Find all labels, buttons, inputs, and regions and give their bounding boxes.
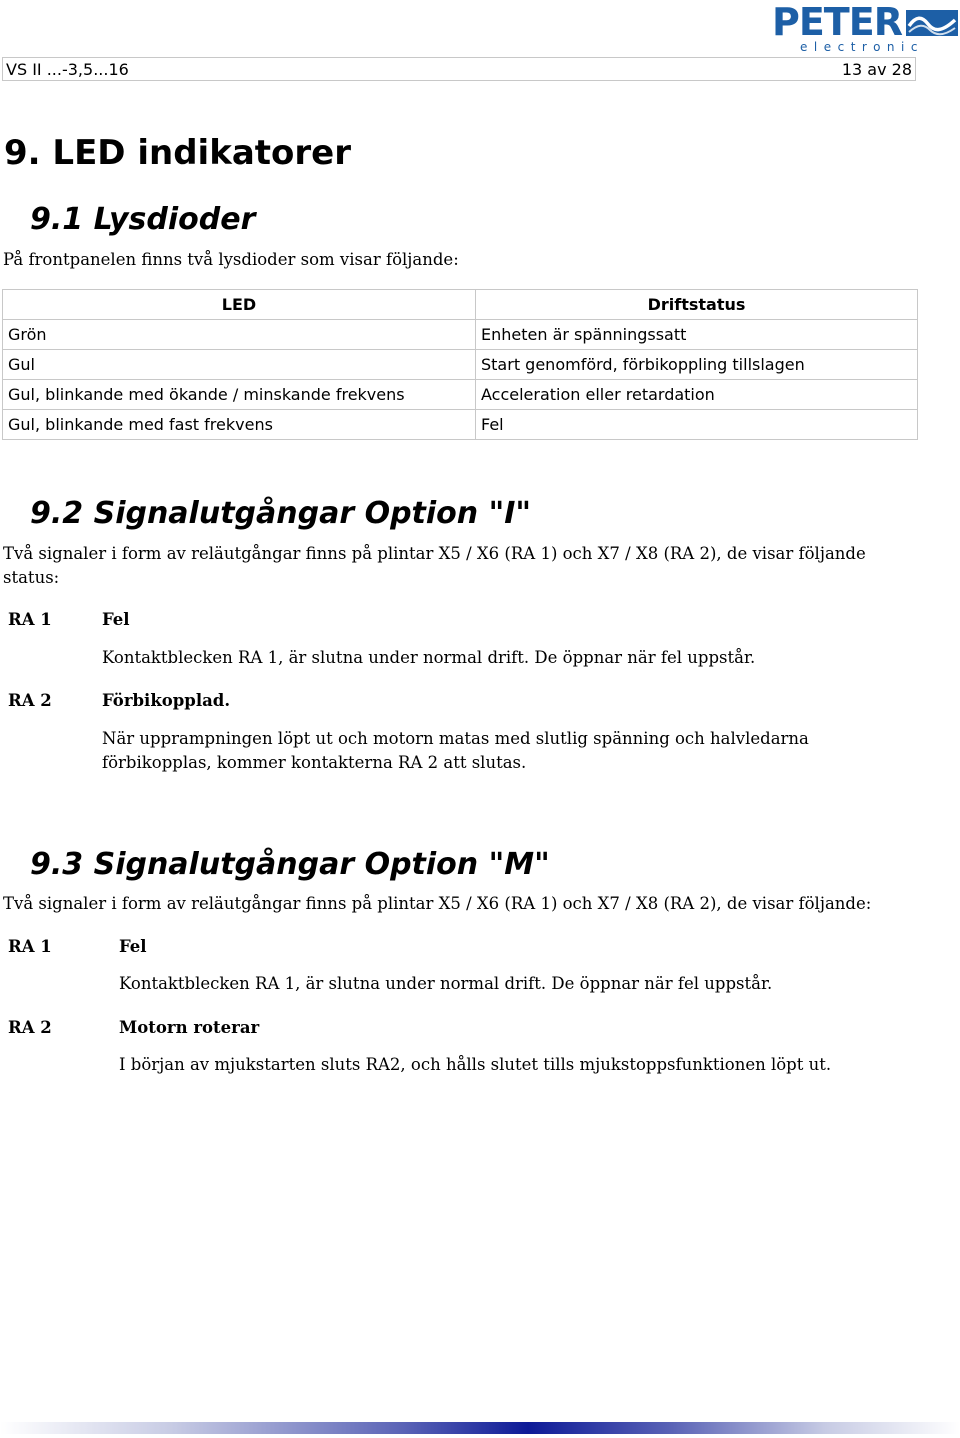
led-cell: Gul, blinkande med ökande / minskande frekvens: [3, 380, 476, 410]
section-9-title: 9. LED indikatorer: [4, 133, 351, 173]
section-9-3-intro: Två signaler i form av reläutgångar finns på plintar X5 / X6 (RA 1) och X7 / X8 (RA 2), de visar följande:: [3, 894, 872, 913]
relay-description: Kontaktblecken RA 1, är slutna under normal drift. De öppnar när fel uppstår.: [102, 648, 756, 667]
logo-brand-text: PETER: [772, 0, 902, 44]
status-cell: Acceleration eller retardation: [476, 380, 918, 410]
table-row: [3, 350, 918, 380]
table-row: [3, 380, 918, 410]
section-9-3-title: 9.3 Signalutgångar Option "M": [30, 847, 550, 882]
relay-heading: Fel: [119, 937, 147, 956]
page-header: [2, 57, 916, 81]
relay-label-ra2: RA 2: [8, 1018, 52, 1037]
led-column-header: LED: [3, 290, 476, 320]
table-row: [3, 410, 918, 440]
table-row: [3, 320, 918, 350]
relay-label-ra1: RA 1: [8, 937, 52, 956]
relay-description: I början av mjukstarten sluts RA2, och hålls slutet tills mjukstoppsfunktionen löpt ut.: [119, 1055, 832, 1074]
peter-wave-logo-icon: [906, 10, 958, 36]
status-cell: Enheten är spänningssatt: [476, 320, 918, 350]
status-cell: Start genomförd, förbikoppling tillslagen: [476, 350, 918, 380]
section-9-1-intro: På frontpanelen finns två lysdioder som visar följande:: [3, 250, 459, 269]
relay-heading: Motorn roterar: [119, 1018, 260, 1037]
led-cell: Gul: [3, 350, 476, 380]
relay-heading: Fel: [102, 610, 130, 629]
document-id: VS II ...-3,5...16: [6, 60, 129, 79]
led-cell: Grön: [3, 320, 476, 350]
relay-heading: Förbikopplad.: [102, 691, 231, 710]
relay-label-ra2: RA 2: [8, 691, 52, 710]
status-cell: Fel: [476, 410, 918, 440]
status-column-header: Driftstatus: [476, 290, 918, 320]
footer-decorative-bar: [0, 1422, 960, 1434]
relay-label-ra1: RA 1: [8, 610, 52, 629]
led-table: [2, 289, 918, 440]
section-9-2-title: 9.2 Signalutgångar Option "I": [30, 496, 532, 531]
relay-description: Kontaktblecken RA 1, är slutna under normal drift. De öppnar när fel uppstår.: [119, 974, 773, 993]
section-9-1-title: 9.1 Lysdioder: [30, 202, 256, 237]
led-table-header: [3, 290, 918, 320]
relay-description: När upprampningen löpt ut och motorn matas med slutlig spänning och halvledarna förbikopplas, kommer kontakterna RA 2 att slutas.: [102, 729, 809, 772]
led-cell: Gul, blinkande med fast frekvens: [3, 410, 476, 440]
logo-sub-text: electronic: [800, 40, 924, 54]
page-number: 13 av 28: [841, 60, 912, 79]
section-9-2-intro: Två signaler i form av reläutgångar finns på plintar X5 / X6 (RA 1) och X7 / X8 (RA 2), de visar följande status:: [3, 544, 866, 587]
company-logo: [772, 0, 960, 54]
